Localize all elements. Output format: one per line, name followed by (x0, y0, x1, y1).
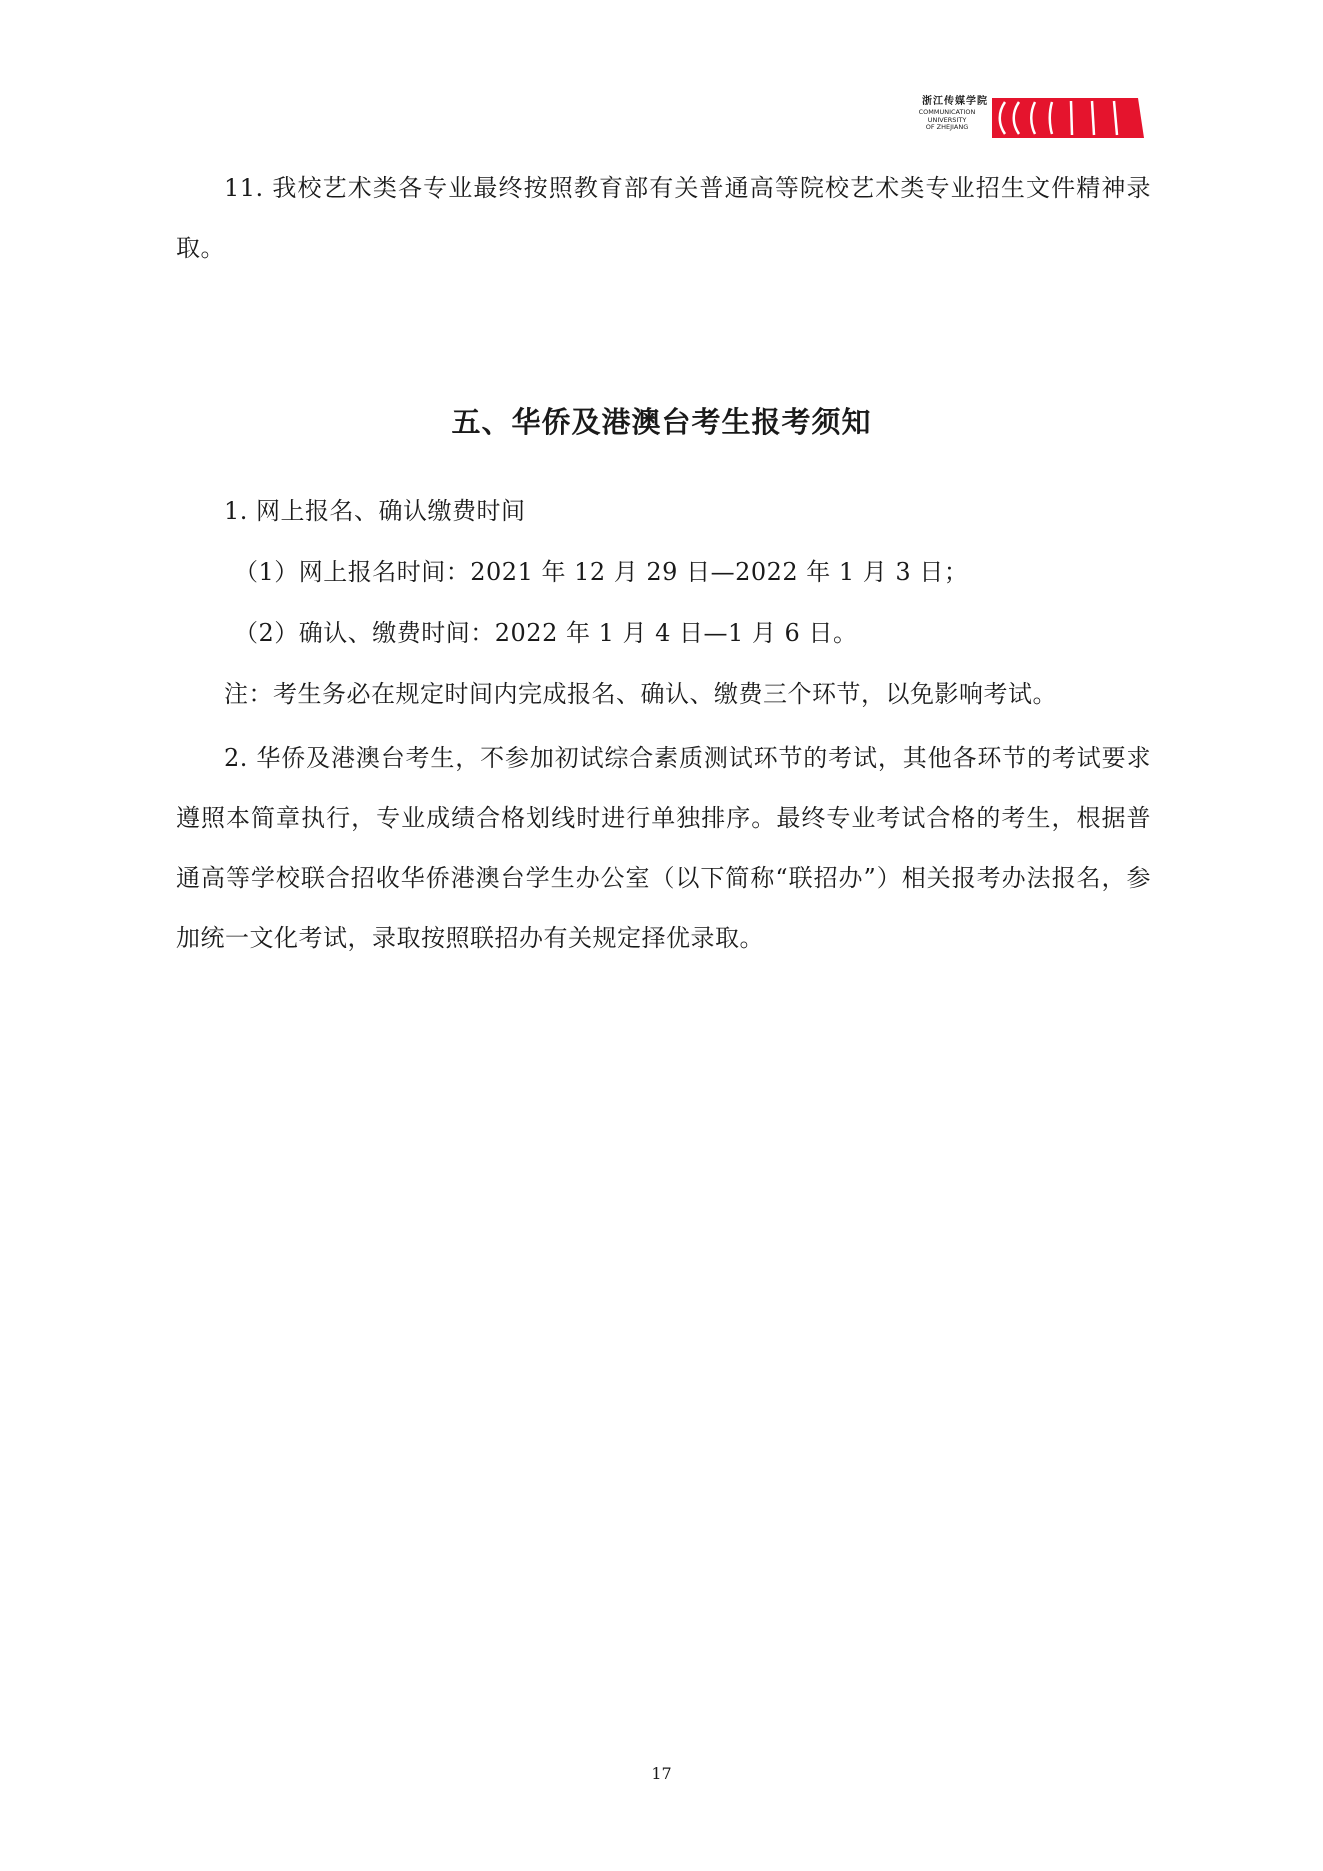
paragraph-11: 11. 我校艺术类各专业最终按照教育部有关普通高等院校艺术类专业招生文件精神录取。 (176, 174, 1151, 262)
logo-chinese-name: 浙江传媒学院 (922, 96, 988, 107)
item-1-title: 1. 网上报名、确认缴费时间 (224, 497, 526, 525)
item-2-paragraph: 2. 华侨及港澳台考生，不参加初试综合素质测试环节的考试，其他各环节的考试要求遵照本简章执行，专业成绩合格划线时进行单独排序。最终专业考试合格的考生，根据普通高等学校联合招收华侨港澳台学生办公室（以下简称“联招办”）相关报考办法报名，参加统一文化考试，录取按照联招办有关规定择优录取。 (176, 744, 1151, 952)
item-1-registration-time: （1）网上报名时间：2021 年 12 月 29 日—2022 年 1 月 3 日； (234, 558, 969, 586)
logo-text (906, 96, 988, 142)
university-logo (906, 96, 1144, 142)
logo-english-line-3: OF ZHEJIANG (925, 123, 969, 131)
note: 注：考生务必在规定时间内完成报名、确认、缴费三个环节，以免影响考试。 (224, 680, 1057, 708)
page-number: 17 (651, 1764, 672, 1783)
logo-mark-icon (992, 98, 1144, 138)
logo-english-line-1: COMMUNICATION (918, 108, 976, 116)
logo-english-line-2: UNIVERSITY (927, 115, 967, 124)
item-1-payment-time: （2）确认、缴费时间：2022 年 1 月 4 日—1 月 6 日。 (234, 619, 858, 647)
section-heading: 五、华侨及港澳台考生报考须知 (451, 405, 872, 439)
